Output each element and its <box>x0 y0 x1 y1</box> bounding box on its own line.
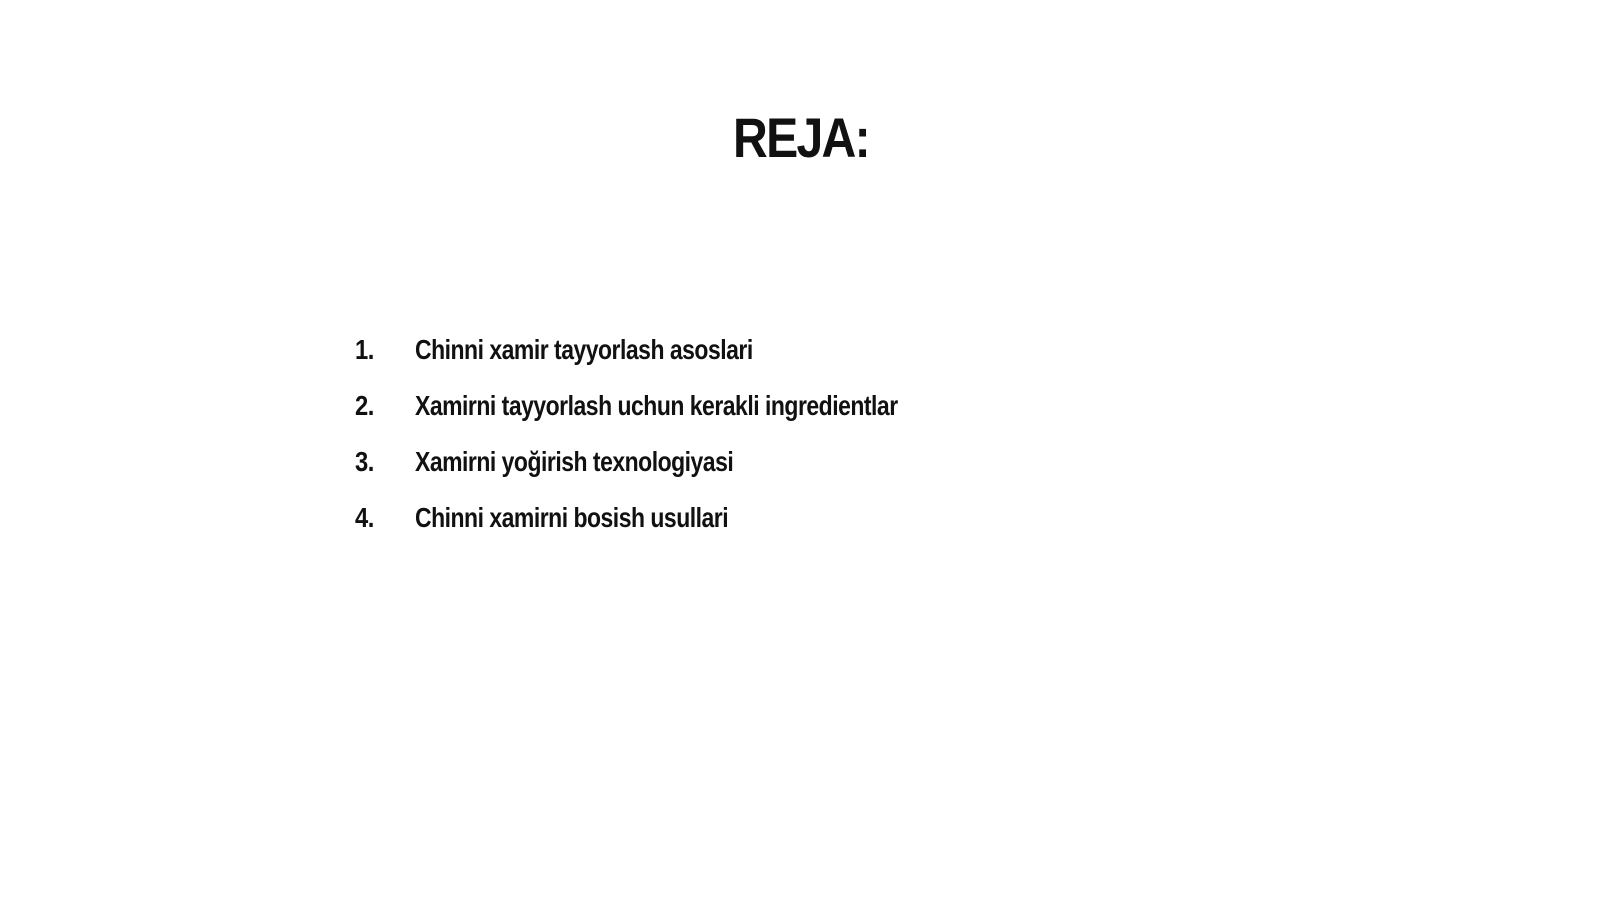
list-item-number: 4. <box>355 502 374 533</box>
list-item-number: 3. <box>355 446 374 477</box>
list-item-text: Chinni xamirni bosish usullari <box>415 502 729 533</box>
list-item-number: 2. <box>355 390 374 421</box>
list-item <box>355 322 1004 378</box>
list-item-text: Xamirni yoğirish texnologiyasi <box>415 446 734 477</box>
list-item <box>355 490 1004 546</box>
slide-title: REJA: <box>733 106 869 169</box>
list-item-text: Xamirni tayyorlash uchun kerakli ingredientlar <box>415 390 898 421</box>
list-item-text: Chinni xamir tayyorlash asoslari <box>415 334 753 365</box>
list-item <box>355 434 1004 490</box>
list-item <box>355 378 1004 434</box>
plan-list <box>355 322 1004 546</box>
list-item-number: 1. <box>355 334 374 365</box>
